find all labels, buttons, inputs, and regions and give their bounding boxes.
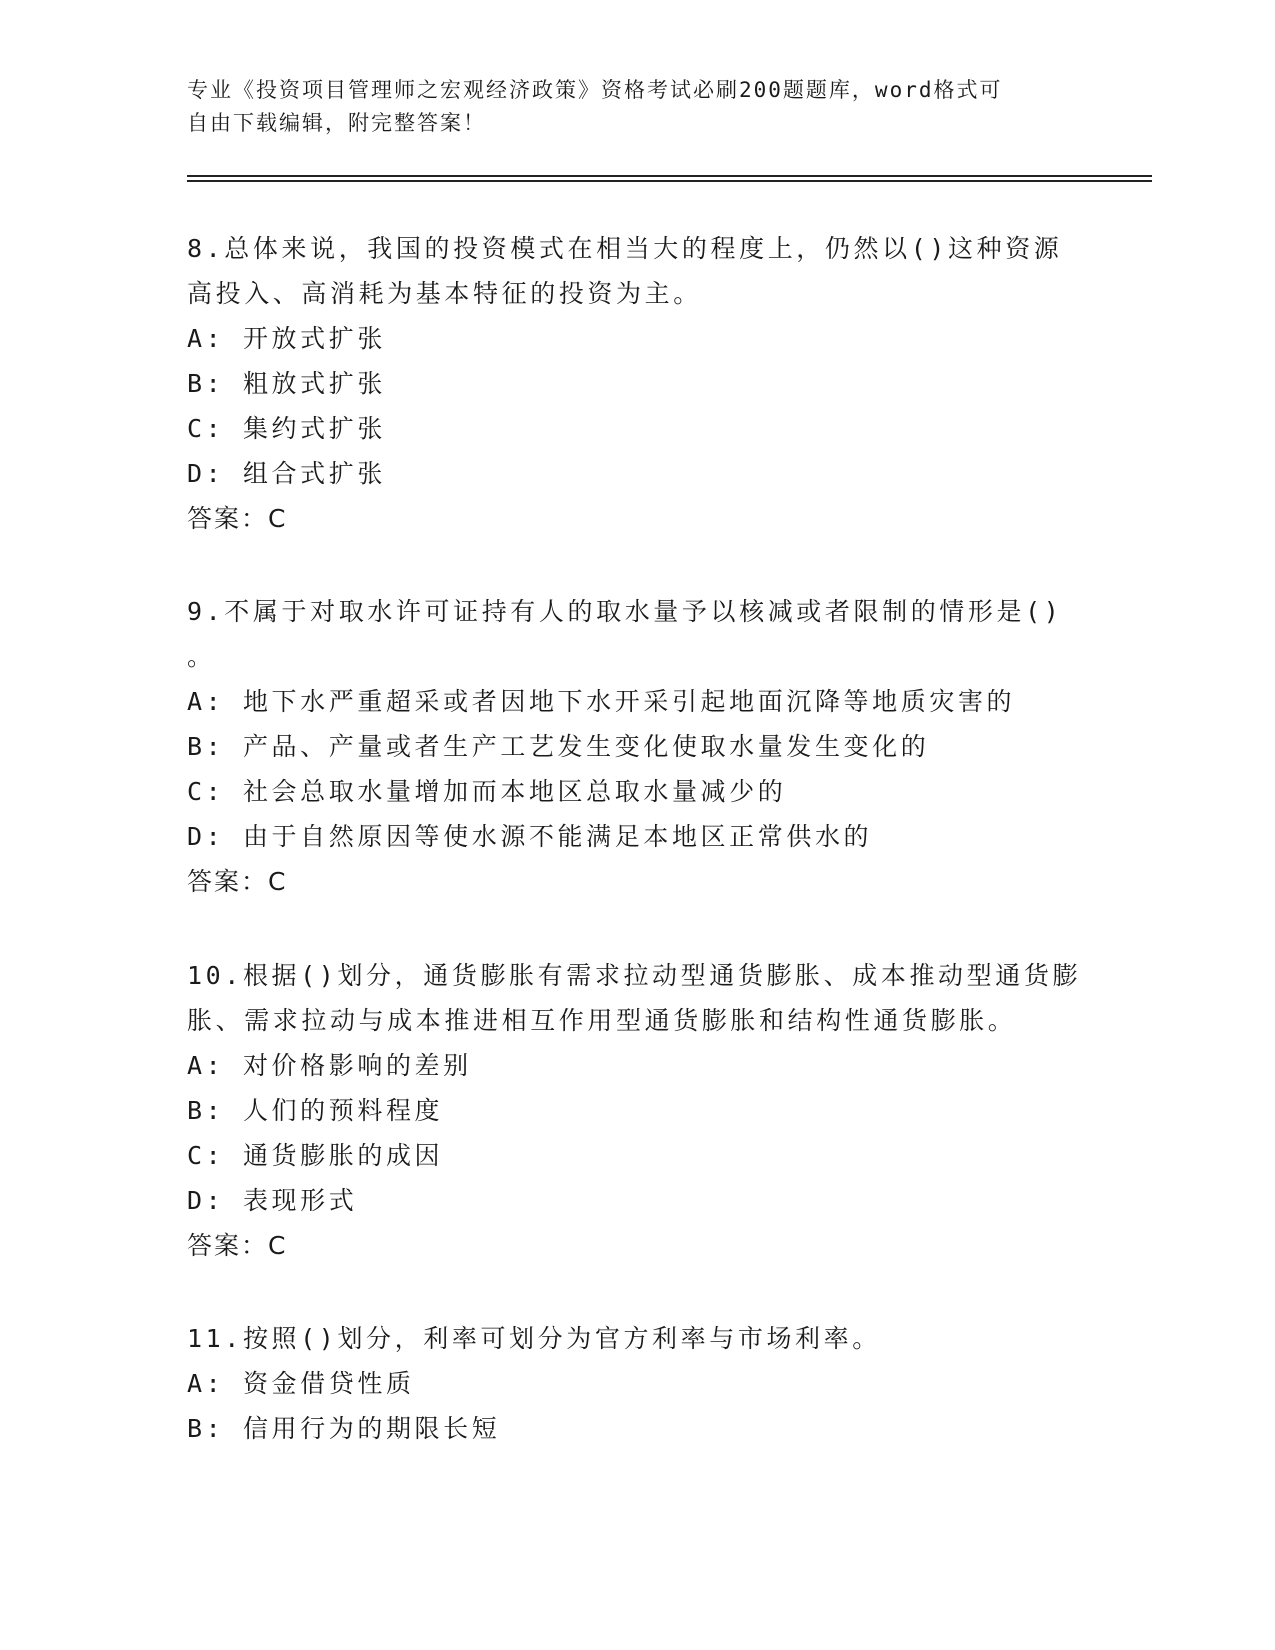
option-c: C: 集约式扩张 bbox=[187, 414, 386, 443]
header-line-2: 自由下载编辑，附完整答案！ bbox=[187, 111, 486, 135]
question-11 bbox=[187, 1316, 1087, 1451]
option-b: B: 粗放式扩张 bbox=[187, 369, 386, 398]
question-stem: 11.按照()划分，利率可划分为官方利率与市场利率。 bbox=[187, 1324, 881, 1353]
question-10 bbox=[187, 953, 1087, 1268]
question-stem: 。 bbox=[187, 642, 216, 671]
header-rule-bottom bbox=[187, 180, 1152, 182]
question-stem: 胀、需求拉动与成本推进相互作用型通货膨胀和结构性通货膨胀。 bbox=[187, 1006, 1017, 1035]
header-rule-top bbox=[187, 175, 1152, 177]
option-a: A: 地下水严重超采或者因地下水开采引起地面沉降等地质灾害的 bbox=[187, 687, 1016, 716]
question-stem: 8.总体来说，我国的投资模式在相当大的程度上，仍然以()这种资源 bbox=[187, 234, 1063, 263]
question-stem: 10.根据()划分，通货膨胀有需求拉动型通货膨胀、成本推动型通货膨 bbox=[187, 961, 1082, 990]
option-c: C: 通货膨胀的成因 bbox=[187, 1141, 444, 1170]
option-d: D: 表现形式 bbox=[187, 1186, 358, 1215]
option-c: C: 社会总取水量增加而本地区总取水量减少的 bbox=[187, 777, 787, 806]
answer: 答案：C bbox=[187, 867, 288, 896]
option-b: B: 人们的预料程度 bbox=[187, 1096, 444, 1125]
option-a: A: 对价格影响的差别 bbox=[187, 1051, 472, 1080]
answer: 答案：C bbox=[187, 504, 288, 533]
question-stem: 9.不属于对取水许可证持有人的取水量予以核减或者限制的情形是() bbox=[187, 597, 1063, 626]
option-d: D: 由于自然原因等使水源不能满足本地区正常供水的 bbox=[187, 822, 873, 851]
question-stem: 高投入、高消耗为基本特征的投资为主。 bbox=[187, 279, 702, 308]
option-a: A: 资金借贷性质 bbox=[187, 1369, 415, 1398]
header-line-1: 专业《投资项目管理师之宏观经济政策》资格考试必刷200题题库，word格式可 bbox=[187, 78, 1003, 102]
question-9 bbox=[187, 589, 1087, 904]
option-d: D: 组合式扩张 bbox=[187, 459, 386, 488]
option-b: B: 产品、产量或者生产工艺发生变化使取水量发生变化的 bbox=[187, 732, 930, 761]
answer: 答案：C bbox=[187, 1231, 288, 1260]
option-b: B: 信用行为的期限长短 bbox=[187, 1414, 501, 1443]
question-8 bbox=[187, 226, 1087, 541]
document-header bbox=[187, 74, 1067, 140]
option-a: A: 开放式扩张 bbox=[187, 324, 386, 353]
